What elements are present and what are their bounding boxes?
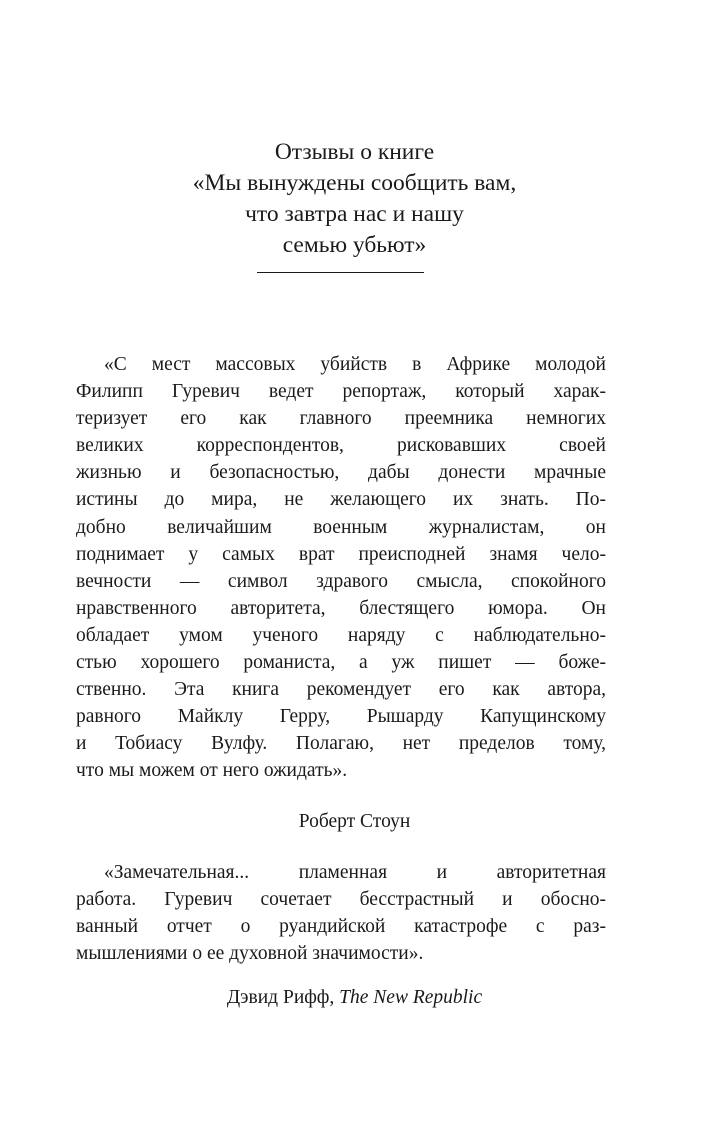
- title-divider: [257, 272, 424, 273]
- review-author: Дэвид Рифф,: [226, 987, 340, 1008]
- quote-line: равного Майклу Герру, Рышарду Капущинскому: [76, 706, 606, 728]
- quote-line: «Замечательная... пламенная и авторитетная: [104, 862, 606, 883]
- quote-line: нравственного авторитета, блестящего юмора. Он: [76, 597, 606, 619]
- title-line: «Мы вынуждены сообщить вам,: [192, 170, 517, 196]
- quote-line: обладает умом ученого наряду с наблюдательно-: [76, 624, 606, 646]
- title-line: что завтра нас и нашу: [245, 201, 464, 227]
- quote-line: истины до мира, не желающего их знать. По-: [76, 489, 606, 511]
- quote-line: теризует его как главного преемника немногих: [76, 408, 606, 430]
- review-author: Роберт Стоун: [298, 811, 411, 832]
- quote-line: Филипп Гуревич ведет репортаж, который харак-: [76, 381, 606, 403]
- quote-line: и Тобиасу Вулфу. Полагаю, нет пределов тому,: [76, 733, 606, 755]
- quote-line: что мы можем от него ожидать».: [76, 760, 348, 782]
- quote-line: вечности — символ здравого смысла, спокойного: [76, 570, 606, 592]
- review-attribution-stone: [0, 808, 709, 835]
- quote-line: «С мест массовых убийств в Африке молодой: [104, 354, 606, 375]
- review-publication: The New Republic: [339, 987, 483, 1008]
- review-quote-stone: [76, 351, 606, 785]
- quote-line: жизнью и безопасностью, дабы донести мрачные: [76, 462, 606, 484]
- page-title: [0, 137, 709, 261]
- review-attribution-rieff: [0, 984, 709, 1011]
- review-quote-rieff: [76, 859, 606, 967]
- quote-line: поднимает у самых врат преисподней знамя чело-: [76, 543, 606, 565]
- quote-line: стью хорошего романиста, а уж пишет — боже-: [76, 652, 606, 674]
- title-line: семью убьют»: [282, 232, 427, 258]
- quote-line: ственно. Эта книга рекомендует его как автора,: [76, 679, 606, 701]
- title-line: Отзывы о книге: [274, 139, 435, 165]
- quote-line: мышлениями о ее духовной значимости».: [76, 943, 424, 965]
- quote-line: добно величайшим военным журналистам, он: [76, 516, 606, 538]
- quote-line: великих корреспондентов, рисковавших своей: [76, 435, 606, 457]
- quote-line: ванный отчет о руандийской катастрофе с раз-: [76, 916, 606, 938]
- quote-line: работа. Гуревич сочетает бесстрастный и обосно-: [76, 889, 606, 911]
